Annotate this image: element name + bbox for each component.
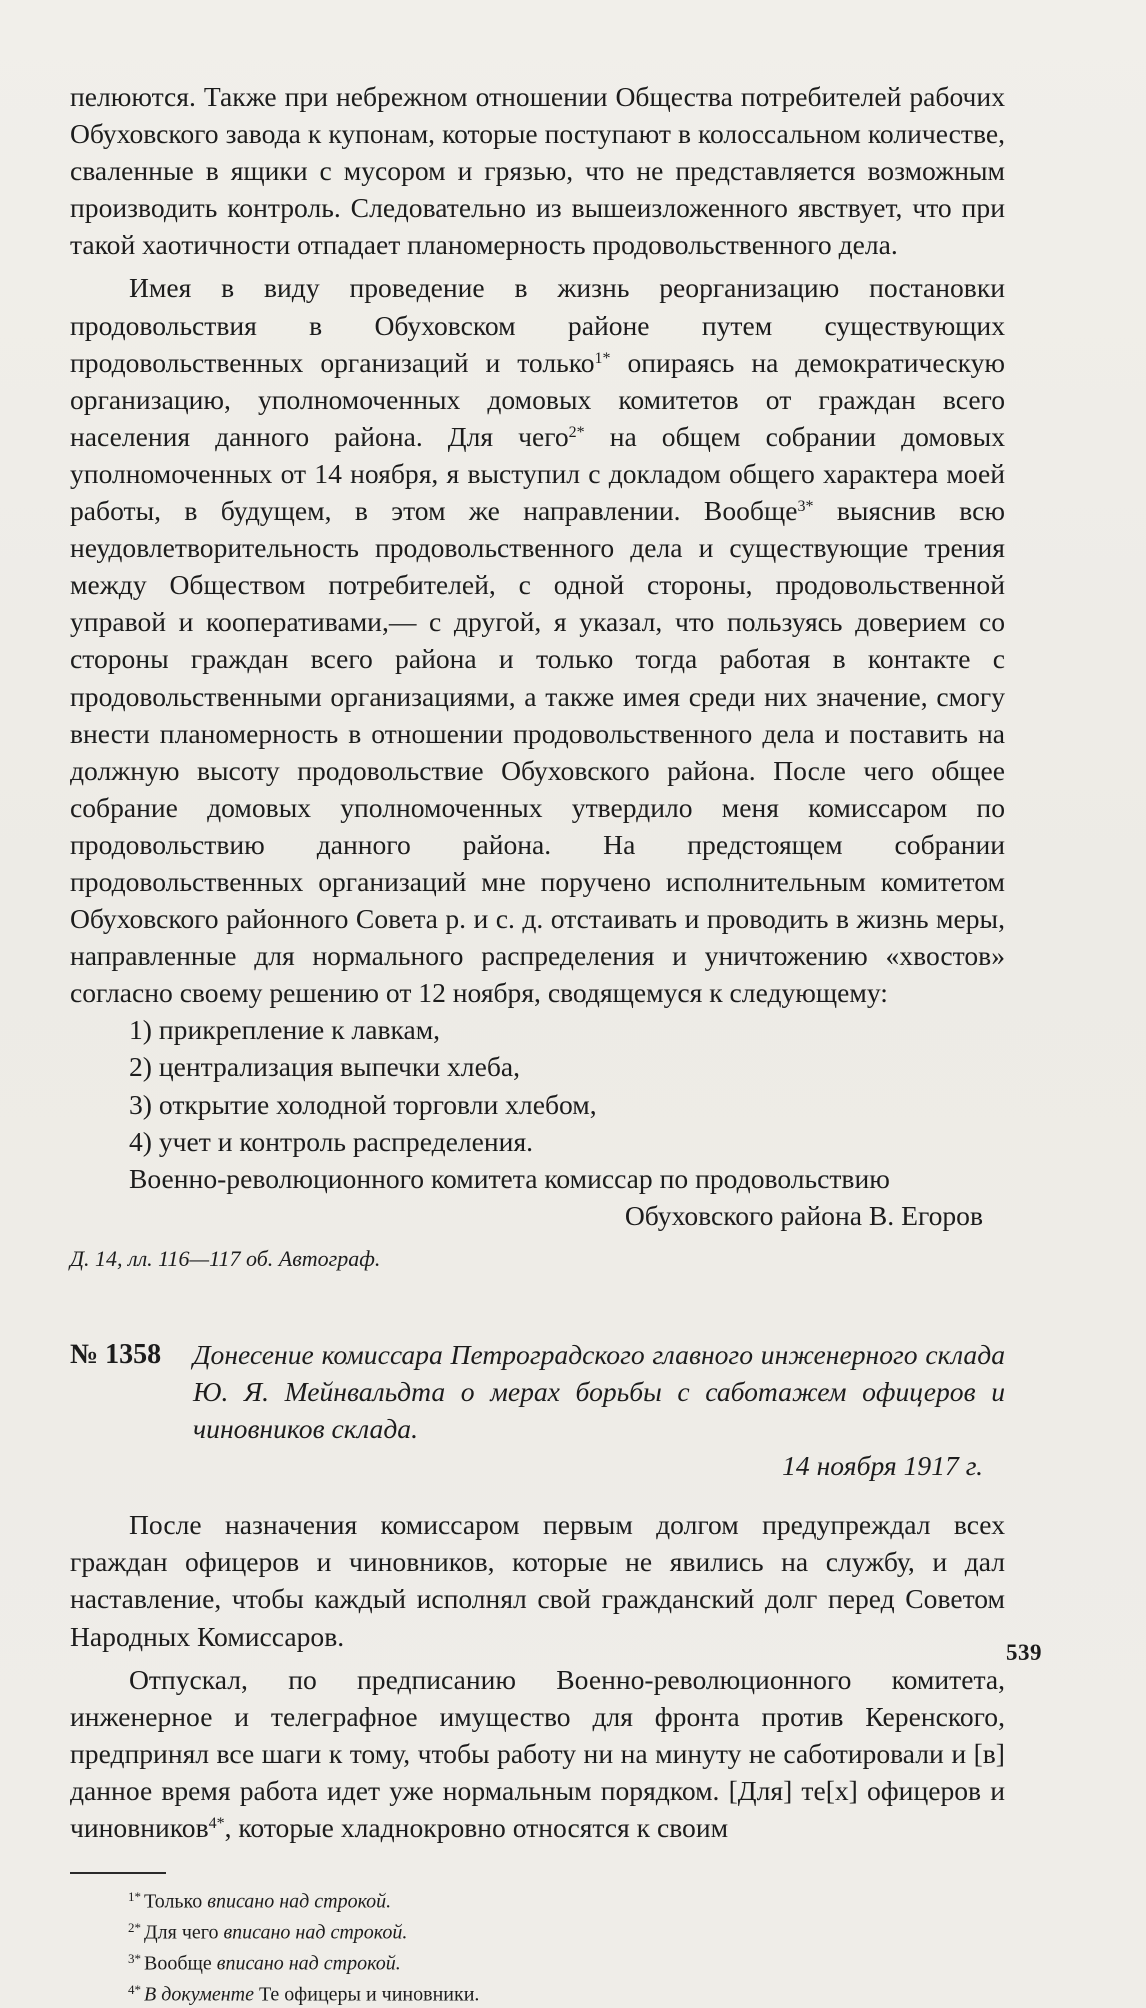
footnote-4 bbox=[128, 1977, 1005, 2008]
footnote-mark: 3* bbox=[797, 498, 814, 516]
list-item: 2) централизация выпечки хлеба, bbox=[129, 1051, 521, 1083]
measures-list bbox=[70, 1011, 1005, 1159]
paragraph-shipping bbox=[70, 1661, 1005, 1846]
footnote-text: Только bbox=[144, 1890, 208, 1913]
footnote-3 bbox=[128, 1946, 1005, 1977]
document-date: 14 ноября 1917 г. bbox=[782, 1450, 983, 1482]
footnote-note: вписано над строкой. bbox=[223, 1921, 408, 1944]
paragraph-text: , которые хладнокровно относятся к своим bbox=[224, 1812, 729, 1844]
list-item: 4) учет и контроль распределения. bbox=[129, 1125, 534, 1157]
document-title: Донесение комиссара Петроградского главного инженерного склада Ю. Я. Мейнвальдта о мерах борьбы с саботажем офицеров и чиновников склада. bbox=[193, 1338, 1005, 1445]
footnote-mark: 1* bbox=[594, 349, 611, 367]
footnote-mark: 2* bbox=[568, 424, 585, 442]
paragraph-text: выяснив всю неудовлетворительность продовольственного дела и существующие трения между Обществом потребителей, с одной стороны, продовольственной управой и кооперативами,— с другой, я указал, что пользуясь доверием со стороны граждан всего района и только тогда работая в контакте с продовольственными организациями, а также имея среди них значение, смогу внести планомерность в отношении продовольственного дела и поставить на должную высоту продовольствие Обуховского района. После чего общее собрание домовых уполномоченных утвердило меня комиссаром по продовольствию данного района. На предстоящем собрании продовольственных организаций мне поручено исполнительным комитетом Обуховского районного Совета р. и с. д. отстаивать и проводить в жизнь меры, направленные для нормального распределения и уничтожению «хвостов» согласно своему решению от 12 ноября, сводящемуся к следующему: bbox=[70, 495, 1005, 1009]
footnote-mark: 4* bbox=[208, 1815, 225, 1833]
footnote-2 bbox=[128, 1915, 1005, 1946]
paragraph-text: опираясь на демократическую организацию, уполномоченных домовых комитетов от граждан всего населения данного района. Для чего bbox=[70, 346, 1005, 452]
page-number: 539 bbox=[1006, 1640, 1042, 1665]
list-item: 3) открытие холодной торговли хлебом, bbox=[129, 1088, 597, 1120]
footnote-text: Те офицеры и чиновники. bbox=[253, 1983, 480, 2006]
footnote-text: Вообще bbox=[144, 1952, 217, 1975]
footnote-marker: 1* bbox=[128, 1889, 141, 1905]
signature-line-1: Военно-революционного комитета комиссар по продовольствию bbox=[129, 1162, 890, 1194]
archival-source: Д. 14, лл. 116—117 об. Автограф. bbox=[70, 1245, 381, 1271]
footnote-note: вписано над строкой. bbox=[207, 1890, 392, 1913]
paragraph-continuation: пелюются. Также при небрежном отношении Общества потребителей рабочих Обуховского завода к купонам, которые поступают в колоссальном количестве, сваленные в ящики с мусором и грязью, что не представляется возможным производить контроль. Следовательно из вышеизложенного явствует, что при такой хаотичности отпадает планомерность продовольственного дела. bbox=[70, 81, 1005, 261]
paragraph-text: Имея в виду проведение в жизнь реорганизацию постановки продовольствия в Обуховском районе путем существующих продовольственных организаций и только bbox=[70, 272, 1005, 378]
footnote-note: В документе bbox=[144, 1983, 254, 2006]
paragraph-text: на общем собрании домовых уполномоченных от 14 ноября, я выступил с докладом общего характера моей работы, в будущем, в этом же направлении. Вообще bbox=[70, 420, 1006, 527]
signature-line-2: Обуховского района В. Егоров bbox=[624, 1199, 983, 1231]
text-column bbox=[70, 78, 1005, 2008]
footnote-marker: 3* bbox=[128, 1951, 141, 1967]
footnote-marker: 4* bbox=[128, 1982, 141, 1998]
document-heading bbox=[70, 1336, 1005, 1447]
footnote-divider bbox=[70, 1872, 166, 1874]
footnote-1 bbox=[128, 1884, 1005, 1915]
document-number: № 1358 bbox=[70, 1338, 162, 1370]
footnotes bbox=[70, 1884, 1005, 2008]
paragraph-reorganization bbox=[70, 269, 1005, 1011]
footnote-note: вписано над строкой. bbox=[216, 1952, 401, 1975]
footnote-marker: 2* bbox=[128, 1920, 141, 1936]
footnote-text: Для чего bbox=[144, 1921, 224, 1944]
paragraph-warning: После назначения комиссаром первым долгом предупреждал всех граждан офицеров и чиновников, которые не явились на службу, и дал наставление, чтобы каждый исполнял свой гражданский долг перед Советом Народных Комиссаров. bbox=[70, 1509, 1005, 1652]
list-item: 1) прикрепление к лавкам, bbox=[129, 1014, 441, 1046]
paragraph-text: Отпускал, по предписанию Военно-революционного комитета, инженерное и телеграфное имущество для фронта против Керенского, предпринял все шаги к тому, чтобы работу ни на минуту не саботировали и [в] данное время работа идет уже нормальным порядком. [Для] те[х] офицеров и чиновников bbox=[70, 1663, 1005, 1844]
